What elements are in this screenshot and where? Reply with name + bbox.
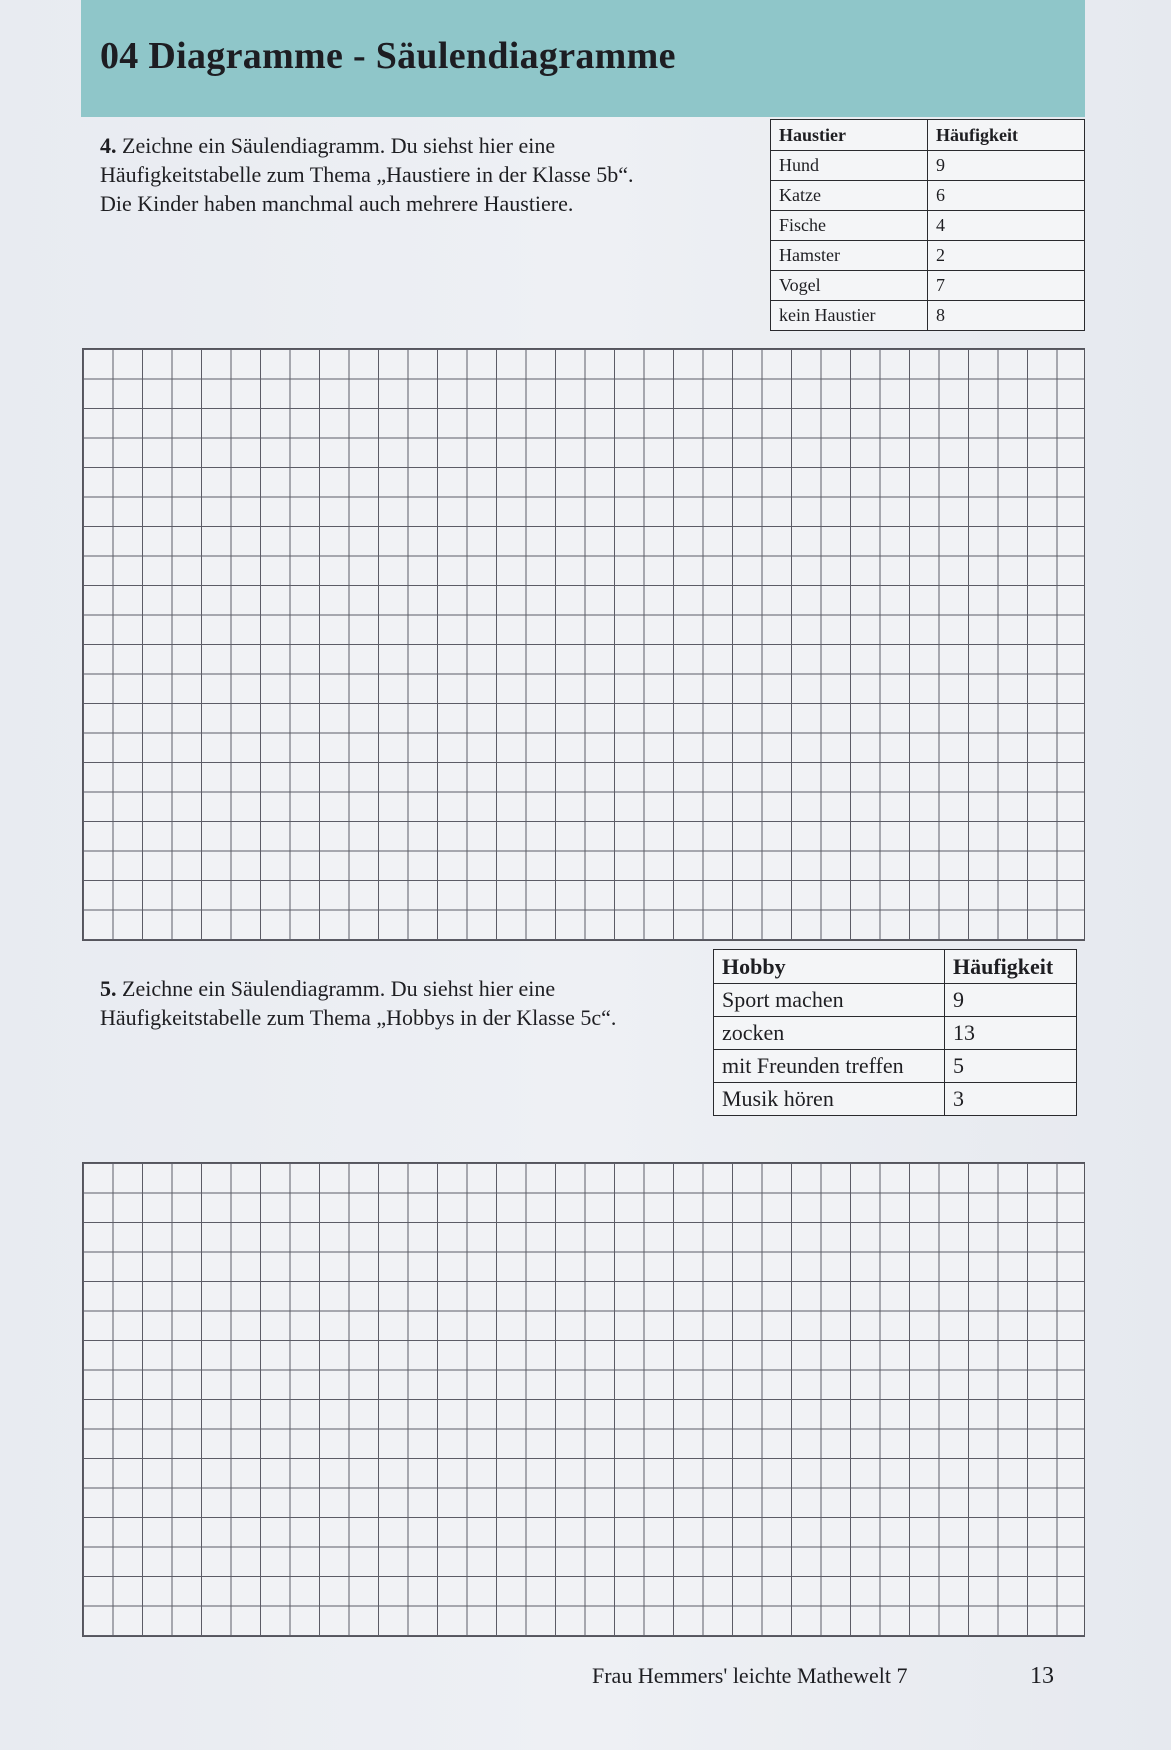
table-cell: 2: [928, 241, 1085, 271]
table-cell: 8: [928, 301, 1085, 331]
table-cell: Musik hören: [714, 1083, 945, 1116]
table-cell: 6: [928, 181, 1085, 211]
table-header-cell: Häufigkeit: [928, 120, 1085, 151]
table-row: [714, 1050, 1077, 1083]
task-4-line-3: Die Kinder haben manchmal auch mehrere Haustiere.: [100, 191, 574, 216]
graph-paper-grid-task-5[interactable]: [82, 1162, 1085, 1637]
table-cell: Fische: [771, 211, 928, 241]
table-cell: kein Haustier: [771, 301, 928, 331]
table-cell: zocken: [714, 1017, 945, 1050]
table-row: [714, 1017, 1077, 1050]
table-header-row: [771, 120, 1085, 151]
footer-book-title: Frau Hemmers' leichte Mathewelt 7: [592, 1663, 908, 1688]
table-cell: Hund: [771, 151, 928, 181]
table-cell: mit Freunden treffen: [714, 1050, 945, 1083]
table-row: [771, 301, 1085, 331]
table-header-row: [714, 950, 1077, 984]
table-row: [771, 241, 1085, 271]
table-row: [771, 181, 1085, 211]
task-4-line-1: 4. Zeichne ein Säulendiagramm. Du siehst hier eine: [100, 133, 556, 158]
table-row: [771, 151, 1085, 181]
table-cell: Hamster: [771, 241, 928, 271]
task-4-instructions: [100, 131, 634, 218]
task-4-line-2: Häufigkeitstabelle zum Thema „Haustiere in der Klasse 5b“.: [100, 162, 634, 187]
table-cell: Katze: [771, 181, 928, 211]
table-cell: Sport machen: [714, 984, 945, 1017]
table-cell: 7: [928, 271, 1085, 301]
table-header-cell: Häufigkeit: [945, 950, 1077, 984]
task-5-line-1: 5. Zeichne ein Säulendiagramm. Du siehst hier eine: [100, 976, 556, 1001]
table-cell: 9: [945, 984, 1077, 1017]
graph-paper-grid-task-4[interactable]: [82, 348, 1085, 941]
table-cell: 13: [945, 1017, 1077, 1050]
task-5-number: 5.: [100, 976, 117, 1001]
table-row: [714, 984, 1077, 1017]
table-row: [771, 271, 1085, 301]
table-header-cell: Haustier: [771, 120, 928, 151]
task-5-instructions: [100, 974, 616, 1032]
table-header-cell: Hobby: [714, 950, 945, 984]
table-row: [771, 211, 1085, 241]
pets-frequency-table: [770, 119, 1085, 331]
table-cell: 5: [945, 1050, 1077, 1083]
table-row: [714, 1083, 1077, 1116]
task-4-number: 4.: [100, 133, 117, 158]
page-title: 04 Diagramme - Säulendiagramme: [100, 35, 676, 77]
table-cell: 3: [945, 1083, 1077, 1116]
table-cell: Vogel: [771, 271, 928, 301]
page-number: 13: [1030, 1663, 1054, 1689]
hobbies-frequency-table: [713, 949, 1077, 1116]
table-cell: 4: [928, 211, 1085, 241]
task-5-line-2: Häufigkeitstabelle zum Thema „Hobbys in der Klasse 5c“.: [100, 1005, 617, 1030]
table-cell: 9: [928, 151, 1085, 181]
